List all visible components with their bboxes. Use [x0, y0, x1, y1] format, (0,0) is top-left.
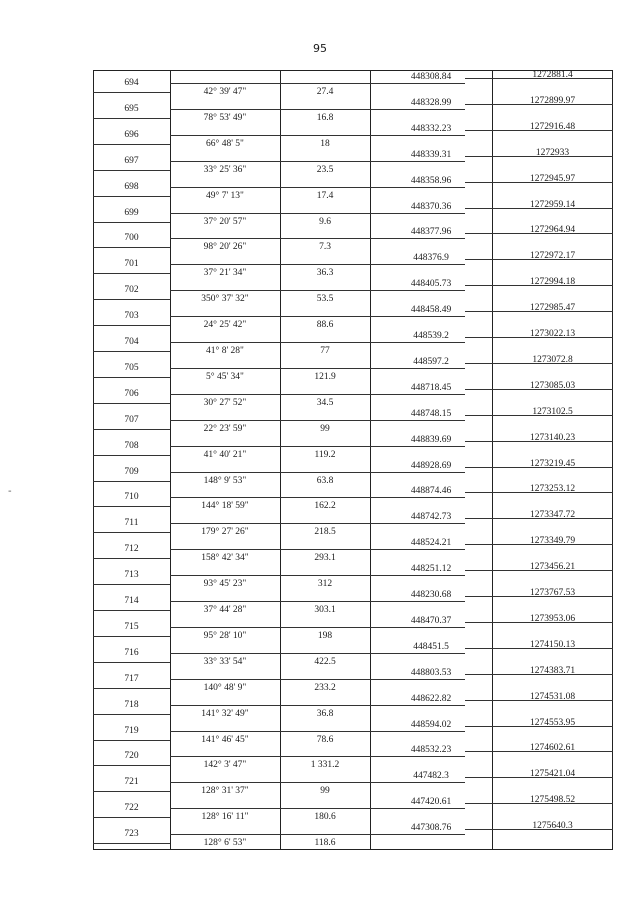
x-coordinate-cell: 447482.3 — [413, 771, 449, 782]
x-coordinate-cell: 448405.73 — [410, 279, 452, 290]
point-number-cell: 705 — [124, 362, 139, 373]
x-coordinate-cell: 448377.96 — [410, 227, 452, 238]
segment-length-cell: 63.8 — [316, 475, 334, 486]
row-rule — [170, 420, 465, 421]
x-coordinate-cell: 448339.31 — [410, 149, 452, 160]
direction-angle-cell: 49° 7' 13" — [206, 190, 244, 201]
point-number-cell: 722 — [124, 803, 139, 814]
row-rule — [93, 247, 170, 248]
row-rule — [170, 705, 465, 706]
point-number-cell: 710 — [124, 492, 139, 503]
y-coordinate-cell: 1272994.18 — [529, 277, 576, 288]
segment-length-cell: 88.6 — [316, 320, 334, 331]
point-number-cell: 723 — [124, 829, 139, 840]
segment-length-cell: 118.6 — [314, 838, 336, 849]
point-number-cell: 715 — [124, 621, 139, 632]
row-rule — [170, 368, 465, 369]
segment-length-cell: 23.5 — [316, 164, 334, 175]
point-number-cell: 709 — [124, 466, 139, 477]
segment-length-cell: 7.3 — [319, 242, 331, 253]
x-coordinate-cell: 447308.76 — [410, 823, 452, 834]
row-rule — [93, 429, 170, 430]
point-number-cell: 717 — [124, 673, 139, 684]
row-rule — [170, 446, 465, 447]
direction-angle-cell: 350° 37' 32" — [201, 294, 249, 305]
y-coordinate-cell: 1272964.94 — [529, 225, 576, 236]
y-coordinate-cell: 1273140.23 — [529, 432, 576, 443]
x-coordinate-cell: 448451.5 — [413, 641, 449, 652]
row-rule — [93, 144, 170, 145]
row-rule — [170, 756, 465, 757]
segment-length-cell: 16.8 — [316, 112, 334, 123]
row-rule — [170, 653, 465, 654]
segment-length-cell: 218.5 — [314, 527, 336, 538]
row-rule — [170, 808, 465, 809]
x-coordinate-cell: 448458.49 — [410, 305, 452, 316]
y-coordinate-cell: 1272933 — [535, 147, 570, 158]
point-number-cell: 697 — [124, 155, 139, 166]
point-number-cell: 699 — [124, 207, 139, 218]
point-number-cell: 713 — [124, 570, 139, 581]
segment-length-cell: 162.2 — [314, 501, 336, 512]
row-rule — [93, 377, 170, 378]
direction-angle-cell: 24° 25' 42" — [203, 320, 247, 331]
y-coordinate-cell: 1273022.13 — [529, 329, 576, 339]
point-number-cell: 695 — [124, 103, 139, 114]
direction-angle-cell: 158° 42' 34" — [201, 553, 249, 564]
point-number-cell: 708 — [124, 440, 139, 451]
y-coordinate-cell: 1273349.79 — [529, 536, 576, 547]
row-rule — [93, 662, 170, 663]
point-number-cell: 702 — [124, 285, 139, 296]
y-coordinate-cell: 1275421.04 — [529, 769, 576, 780]
direction-angle-cell: 42° 39' 47" — [203, 87, 247, 97]
point-number-cell: 711 — [124, 518, 139, 529]
x-coordinate-cell: 447420.61 — [410, 797, 452, 808]
x-coordinate-cell: 448718.45 — [410, 382, 452, 393]
row-rule — [93, 584, 170, 585]
row-rule — [170, 549, 465, 550]
direction-angle-cell: 141° 46' 45" — [201, 734, 249, 745]
margin-mark: - — [8, 486, 12, 497]
direction-angle-cell: 37° 44' 28" — [203, 605, 247, 615]
point-number-cell: 701 — [124, 259, 139, 270]
y-coordinate-cell: 1273072.8 — [532, 354, 573, 365]
direction-angle-cell: 93° 45' 23" — [203, 579, 247, 590]
segment-length-cell: 77 — [320, 346, 330, 356]
x-coordinate-cell: 448622.82 — [410, 693, 452, 704]
row-rule — [170, 679, 465, 680]
point-number-cell: 716 — [124, 647, 139, 658]
segment-length-cell: 27.4 — [316, 87, 334, 97]
point-number-cell: 703 — [124, 311, 139, 322]
point-number-cell: 704 — [124, 337, 139, 347]
segment-length-cell: 198 — [317, 630, 333, 641]
direction-angle-cell: 128° 16' 11" — [201, 812, 249, 823]
x-coordinate-cell: 448803.53 — [410, 667, 452, 678]
segment-length-cell: 121.9 — [314, 371, 336, 382]
point-number-cell: 707 — [124, 414, 139, 425]
direction-angle-cell: 98° 20' 26" — [203, 242, 247, 253]
x-coordinate-cell: 448742.73 — [410, 512, 452, 523]
row-rule — [170, 316, 465, 317]
direction-angle-cell: 33° 33' 54" — [203, 656, 247, 667]
y-coordinate-cell: 1272881.4 — [532, 70, 573, 80]
segment-length-cell: 99 — [320, 423, 330, 434]
row-rule — [93, 273, 170, 274]
y-coordinate-cell: 1273456.21 — [529, 562, 576, 573]
row-rule — [93, 455, 170, 456]
y-coordinate-cell: 1273085.03 — [529, 380, 576, 391]
point-number-cell: 700 — [124, 233, 139, 244]
x-coordinate-cell: 448532.23 — [410, 745, 452, 756]
x-coordinate-cell: 448251.12 — [410, 564, 452, 575]
row-rule — [93, 222, 170, 223]
x-coordinate-cell: 448874.46 — [410, 486, 452, 497]
row-rule — [93, 765, 170, 766]
y-coordinate-cell: 1273767.53 — [529, 588, 576, 598]
y-coordinate-cell: 1275640.3 — [532, 821, 573, 832]
direction-angle-cell: 22° 23' 59" — [203, 423, 247, 434]
row-rule — [93, 118, 170, 119]
row-rule — [93, 170, 170, 171]
segment-length-cell: 312 — [317, 579, 333, 590]
y-coordinate-cell: 1273347.72 — [529, 510, 576, 521]
x-coordinate-cell: 448839.69 — [410, 434, 452, 445]
direction-angle-cell: 33° 25' 36" — [203, 164, 247, 175]
direction-angle-cell: 30° 27' 52" — [203, 397, 247, 408]
segment-length-cell: 303.1 — [314, 605, 336, 615]
x-coordinate-cell: 448470.37 — [410, 615, 452, 626]
segment-length-cell: 17.4 — [316, 190, 334, 201]
direction-angle-cell: 37° 20' 57" — [203, 216, 247, 227]
row-rule — [93, 532, 170, 533]
segment-length-cell: 18 — [320, 138, 330, 149]
direction-angle-cell: 37° 21' 34" — [203, 268, 247, 279]
row-rule — [170, 472, 465, 473]
row-rule — [93, 791, 170, 792]
x-coordinate-cell: 448524.21 — [410, 538, 452, 549]
direction-angle-cell: 128° 31' 37" — [201, 786, 249, 797]
segment-length-cell: 36.8 — [316, 708, 334, 719]
row-rule — [93, 740, 170, 741]
y-coordinate-cell: 1275498.52 — [529, 795, 576, 806]
y-coordinate-cell: 1272899.97 — [529, 95, 576, 106]
segment-length-cell: 9.6 — [319, 216, 331, 227]
row-rule — [93, 403, 170, 404]
segment-length-cell: 36.3 — [316, 268, 334, 279]
row-rule — [170, 575, 465, 576]
direction-angle-cell: 66° 48' 5" — [206, 138, 244, 149]
x-coordinate-cell: 448370.36 — [410, 201, 452, 212]
segment-length-cell: 1 331.2 — [310, 760, 340, 771]
x-coordinate-cell: 448230.68 — [410, 590, 452, 600]
row-rule — [170, 238, 465, 239]
point-number-cell: 696 — [124, 129, 139, 140]
point-number-cell: 719 — [124, 725, 139, 736]
segment-length-cell: 422.5 — [314, 656, 336, 667]
row-rule — [170, 627, 465, 628]
x-coordinate-cell: 448308.84 — [410, 72, 452, 82]
row-rule — [93, 506, 170, 507]
row-rule — [170, 497, 465, 498]
row-rule — [93, 299, 170, 300]
point-number-cell: 721 — [124, 777, 139, 788]
direction-angle-cell: 128° 6' 53" — [203, 838, 247, 849]
point-number-cell: 698 — [124, 181, 139, 192]
y-coordinate-cell: 1274383.71 — [529, 665, 576, 676]
row-rule — [170, 83, 465, 84]
row-rule — [170, 290, 465, 291]
y-coordinate-cell: 1274150.13 — [529, 639, 576, 650]
row-rule — [170, 264, 465, 265]
point-number-cell: 720 — [124, 751, 139, 762]
row-rule — [93, 843, 170, 844]
x-coordinate-cell: 448332.23 — [410, 123, 452, 134]
segment-length-cell: 293.1 — [314, 553, 336, 564]
row-rule — [170, 394, 465, 395]
row-rule — [170, 109, 465, 110]
row-rule — [170, 161, 465, 162]
direction-angle-cell: 144° 18' 59" — [201, 501, 249, 512]
row-rule — [170, 135, 465, 136]
row-rule — [170, 834, 465, 835]
row-rule — [93, 688, 170, 689]
row-rule — [93, 481, 170, 482]
y-coordinate-cell: 1273953.06 — [529, 613, 576, 624]
direction-angle-cell: 95° 28' 10" — [203, 630, 247, 641]
x-coordinate-cell: 448358.96 — [410, 175, 452, 186]
y-coordinate-cell: 1274602.61 — [529, 743, 576, 754]
coordinates-table — [93, 70, 613, 850]
row-rule — [170, 731, 465, 732]
row-rule — [170, 342, 465, 343]
y-coordinate-cell: 1274531.08 — [529, 691, 576, 702]
row-rule — [170, 782, 465, 783]
point-number-cell: 694 — [124, 78, 139, 88]
x-coordinate-cell: 448928.69 — [410, 460, 452, 471]
point-number-cell: 714 — [124, 596, 139, 606]
segment-length-cell: 233.2 — [314, 682, 336, 693]
segment-length-cell: 99 — [320, 786, 330, 797]
y-coordinate-cell: 1273219.45 — [529, 458, 576, 469]
x-coordinate-cell: 448539.2 — [413, 331, 449, 341]
x-coordinate-cell: 448328.99 — [410, 97, 452, 108]
x-coordinate-cell: 448594.02 — [410, 719, 452, 730]
row-rule — [93, 817, 170, 818]
segment-length-cell: 53.5 — [316, 294, 334, 305]
x-coordinate-cell: 448597.2 — [413, 356, 449, 367]
table-row — [93, 821, 613, 850]
direction-angle-cell: 179° 27' 26" — [201, 527, 249, 538]
row-rule — [93, 714, 170, 715]
row-rule — [93, 636, 170, 637]
direction-angle-cell: 78° 53' 49" — [203, 112, 247, 123]
point-number-cell: 706 — [124, 388, 139, 399]
y-coordinate-cell: 1272972.17 — [529, 251, 576, 262]
page-number: 95 — [313, 42, 327, 55]
row-rule — [93, 92, 170, 93]
point-number-cell: 712 — [124, 544, 139, 555]
row-rule — [93, 558, 170, 559]
y-coordinate-cell: 1273253.12 — [529, 484, 576, 495]
segment-length-cell: 119.2 — [314, 449, 336, 460]
row-rule — [93, 325, 170, 326]
x-coordinate-cell: 448748.15 — [410, 408, 452, 419]
row-rule — [93, 610, 170, 611]
y-coordinate-cell: 1272945.97 — [529, 173, 576, 184]
point-number-cell: 718 — [124, 699, 139, 710]
row-rule — [93, 196, 170, 197]
direction-angle-cell: 140° 48' 9" — [203, 682, 247, 693]
direction-angle-cell: 141° 32' 49" — [201, 708, 249, 719]
segment-length-cell: 180.6 — [314, 812, 336, 823]
y-coordinate-cell: 1274553.95 — [529, 717, 576, 728]
y-coordinate-cell: 1272959.14 — [529, 199, 576, 210]
row-rule — [170, 601, 465, 602]
direction-angle-cell: 41° 8' 28" — [206, 346, 244, 356]
row-rule — [170, 523, 465, 524]
row-rule — [170, 187, 465, 188]
y-coordinate-cell: 1272916.48 — [529, 121, 576, 132]
direction-angle-cell: 5° 45' 34" — [206, 371, 244, 382]
y-coordinate-cell: 1272985.47 — [529, 303, 576, 314]
direction-angle-cell: 148° 9' 53" — [203, 475, 247, 486]
segment-length-cell: 34.5 — [316, 397, 334, 408]
row-rule — [93, 351, 170, 352]
direction-angle-cell: 142° 3' 47" — [203, 760, 247, 771]
row-rule — [170, 213, 465, 214]
y-coordinate-cell: 1273102.5 — [532, 406, 573, 417]
x-coordinate-cell: 448376.9 — [413, 253, 449, 264]
direction-angle-cell: 41° 40' 21" — [203, 449, 247, 460]
segment-length-cell: 78.6 — [316, 734, 334, 745]
